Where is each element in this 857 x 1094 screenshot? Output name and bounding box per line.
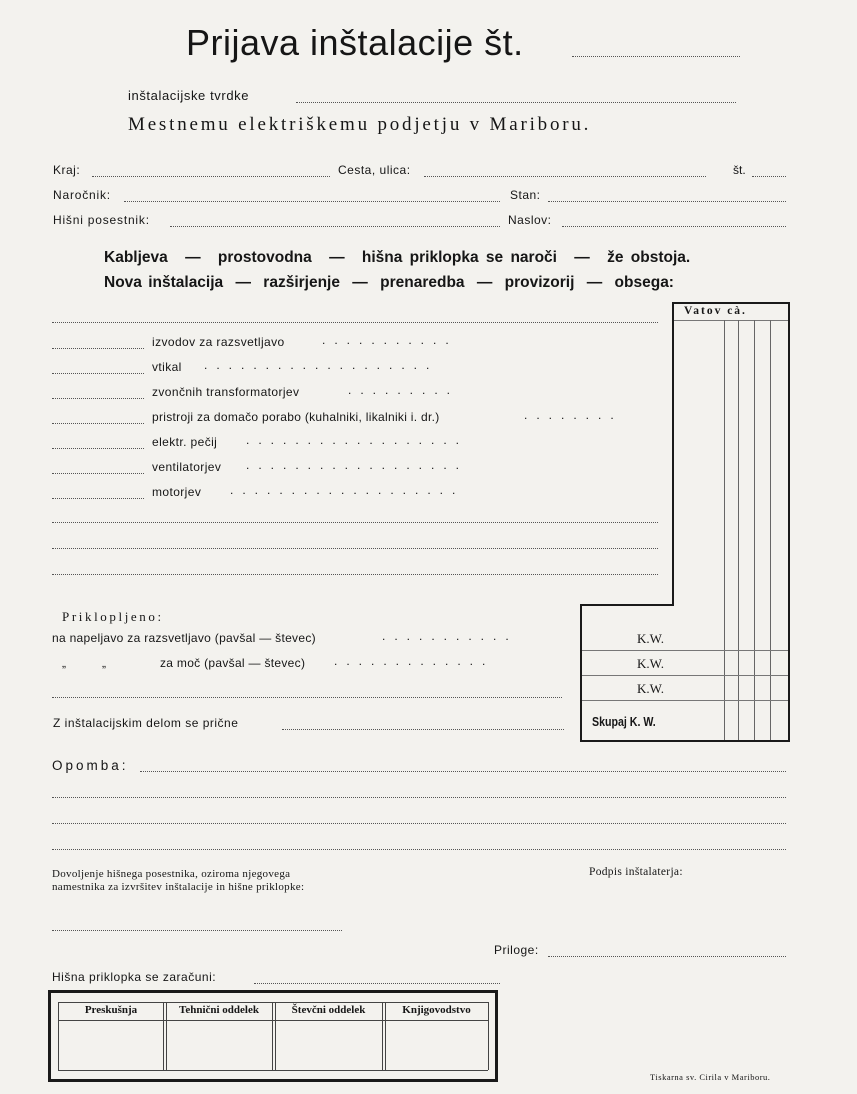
st-field[interactable]	[752, 176, 786, 177]
order-type-line	[104, 249, 690, 267]
dash: —	[476, 274, 493, 291]
st-label: št.	[733, 163, 746, 177]
installation-type-line	[104, 274, 674, 292]
dash: —	[352, 274, 368, 291]
item-label: ventilatorjev	[152, 460, 222, 474]
narocnik-field[interactable]	[124, 201, 500, 202]
naslov-label: Naslov:	[508, 213, 552, 227]
leader-dots: ..................	[246, 458, 469, 472]
signature-label: Podpis inštalaterja:	[589, 866, 683, 878]
form-number-line[interactable]	[572, 56, 740, 57]
opt-razsirjenje[interactable]: razširjenje	[263, 274, 340, 291]
item-label: motorjev	[152, 485, 202, 499]
stan-field[interactable]	[548, 201, 786, 202]
priklop-heading: Priklopljeno:	[62, 609, 164, 624]
permission-line2: namestnika za izvršitev inštalacije in hišne priklopke:	[52, 881, 305, 893]
item-qty-line[interactable]	[52, 423, 144, 424]
col-knjigovodstvo: Knjigovodstvo	[402, 1004, 471, 1016]
item-label: pristroji za domačo porabo (kuhalniki, likalniki i. dr.)	[152, 410, 440, 424]
item-line-blank[interactable]	[52, 322, 658, 323]
item-label: elektr. pečij	[152, 435, 218, 449]
opomba-line[interactable]	[52, 849, 786, 850]
printer-imprint: Tiskarna sv. Cirila v Mariboru.	[650, 1072, 771, 1082]
item-label: izvodov za razsvetljavo	[152, 335, 285, 349]
opt-prenaredba[interactable]: prenaredba	[380, 274, 465, 291]
dash: —	[185, 249, 201, 266]
billing-label: Hišna priklopka se zaračuni:	[52, 970, 217, 984]
billing-field[interactable]	[254, 983, 500, 984]
ditto-mark: „	[62, 656, 66, 670]
opt-kabljeva[interactable]: Kabljeva	[104, 249, 168, 266]
col-preskusnja: Preskušnja	[84, 1004, 138, 1016]
priklop-blank-line[interactable]	[52, 697, 562, 698]
posestnik-field[interactable]	[170, 226, 500, 227]
firm-line[interactable]	[296, 102, 736, 103]
opomba-line[interactable]	[52, 823, 786, 824]
dash: —	[574, 249, 590, 266]
posestnik-label: Hišni posestnik:	[53, 213, 150, 227]
priloge-field[interactable]	[548, 956, 786, 957]
priklop-lighting: na napeljavo za razsvetljavo (pavšal — števec)	[52, 631, 316, 645]
firm-label: inštalacijske tvrdke	[128, 88, 250, 103]
leader-dots: ...........	[382, 629, 518, 643]
kw-label: K.W.	[637, 681, 664, 696]
item-qty-line[interactable]	[52, 473, 144, 474]
leader-dots: ........	[524, 408, 623, 422]
leader-dots: ...................	[230, 483, 465, 497]
kraj-label: Kraj:	[53, 163, 81, 177]
opomba-line[interactable]	[52, 797, 786, 798]
narocnik-label: Naročnik:	[53, 188, 111, 202]
col-tehnicni: Tehnični oddelek	[179, 1004, 259, 1016]
kw-label: K.W.	[637, 631, 664, 646]
leader-dots: ..................	[246, 433, 469, 447]
form-title: Prijava inštalacije št.	[186, 22, 524, 63]
cesta-label: Cesta, ulica:	[338, 163, 411, 177]
item-line-blank[interactable]	[52, 522, 658, 523]
permission-line1: Dovoljenje hišnega posestnika, oziroma njegovega	[52, 868, 291, 880]
kw-label: K.W.	[637, 656, 664, 671]
priloge-label: Priloge:	[494, 943, 539, 957]
ditto-mark: „	[102, 656, 106, 670]
opt-provizorij[interactable]: provizorij	[504, 274, 575, 291]
leader-dots: ...........	[322, 333, 458, 347]
opomba-field[interactable]	[140, 771, 786, 772]
dash: —	[586, 274, 603, 291]
item-qty-line[interactable]	[52, 348, 144, 349]
leader-dots: .............	[334, 654, 495, 668]
kraj-field[interactable]	[92, 176, 330, 177]
dash: —	[329, 249, 345, 266]
opt-ze-obstoja[interactable]: že obstoja.	[607, 249, 691, 266]
permission-signature-line[interactable]	[52, 930, 342, 931]
opt-hisna-priklopka[interactable]: hišna priklopka se naroči	[361, 249, 557, 266]
start-label: Z inštalacijskim delom se prične	[53, 716, 239, 730]
item-qty-line[interactable]	[52, 498, 144, 499]
item-line-blank[interactable]	[52, 574, 658, 575]
cesta-field[interactable]	[424, 176, 706, 177]
item-qty-line[interactable]	[52, 398, 144, 399]
item-label: zvončnih transformatorjev	[152, 385, 300, 399]
item-qty-line[interactable]	[52, 373, 144, 374]
opomba-label: Opomba:	[52, 758, 129, 773]
addressee: Mestnemu elektriškemu podjetju v Mariboru.	[128, 114, 592, 135]
item-line-blank[interactable]	[52, 548, 658, 549]
start-date-field[interactable]	[282, 729, 564, 730]
col-stevcni: Števčni oddelek	[291, 1004, 366, 1016]
wattage-header: Vatov cà.	[684, 305, 747, 317]
kw-total-label: Skupaj K. W.	[592, 715, 656, 729]
item-qty-line[interactable]	[52, 448, 144, 449]
item-label: vtikal	[152, 360, 182, 374]
opt-nova[interactable]: Nova inštalacija	[104, 274, 224, 291]
priklop-power: za moč (pavšal — števec)	[160, 656, 306, 670]
leader-dots: ...................	[204, 358, 439, 372]
stan-label: Stan:	[510, 188, 541, 202]
leader-dots: .........	[348, 383, 460, 397]
dash: —	[235, 274, 251, 291]
opt-obsega: obsega:	[614, 274, 674, 291]
opt-prostovodna[interactable]: prostovodna	[217, 249, 312, 266]
naslov-field[interactable]	[562, 226, 786, 227]
